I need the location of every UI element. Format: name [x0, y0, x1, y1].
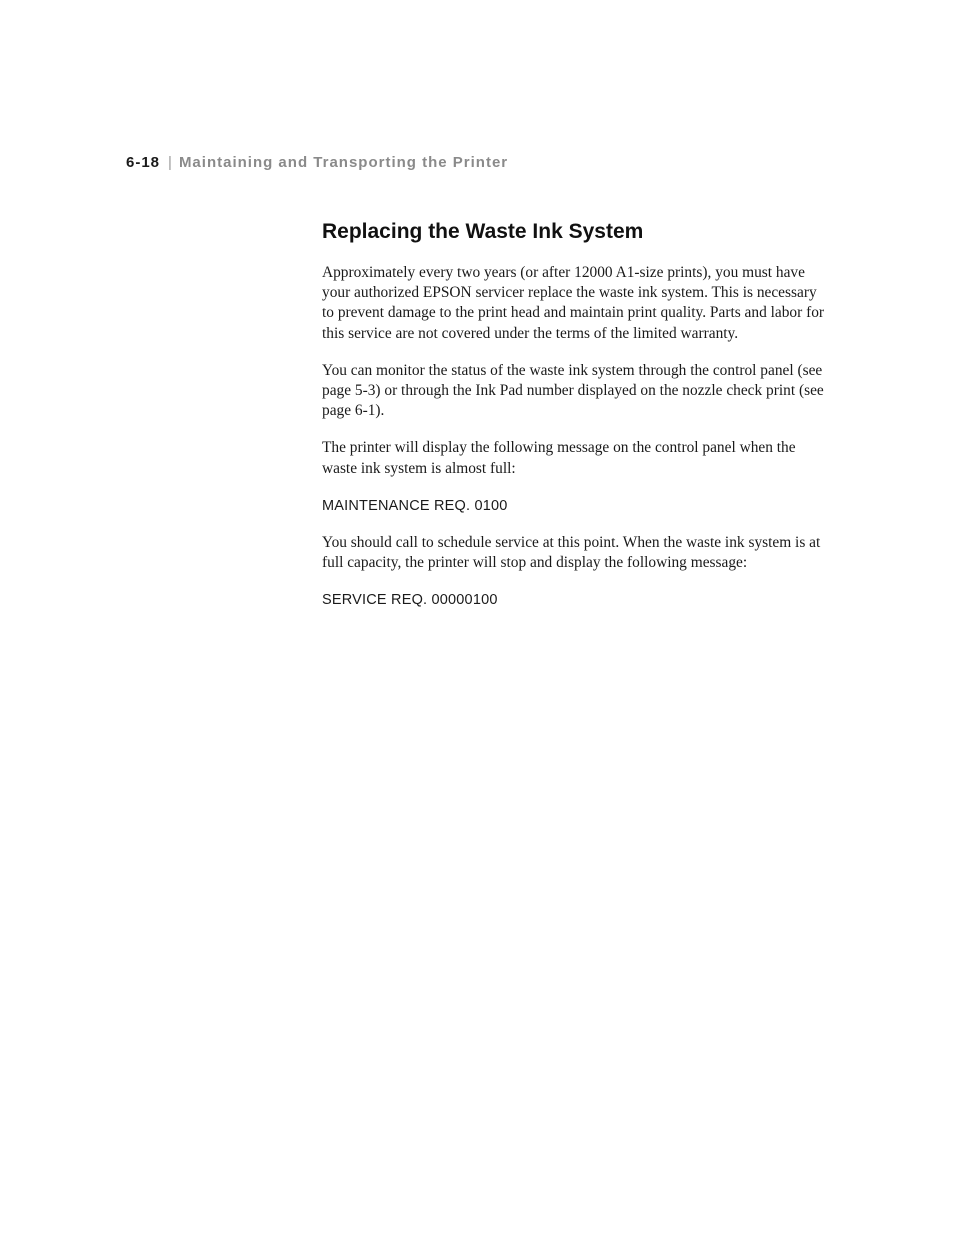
- service-message-code: SERVICE REQ. 00000100: [322, 592, 498, 609]
- running-header: [126, 154, 508, 171]
- paragraph-almost-full-message: The printer will display the following message on the control panel when the waste ink system is almost full:: [322, 439, 796, 477]
- header-separator: |: [168, 154, 173, 171]
- paragraph-replacement-interval: Approximately every two years (or after 12000 A1-size prints), you must have your authorized EPSON servicer replace the waste ink system. This is necessary to prevent damage to the print head and maintain print quality. Parts and labor for this service are not covered under the terms of the limited warranty.: [322, 264, 825, 342]
- section-heading: Replacing the Waste Ink System: [322, 220, 644, 243]
- maintenance-message-code: MAINTENANCE REQ. 0100: [322, 497, 508, 514]
- paragraph-schedule-service: You should call to schedule service at this point. When the waste ink system is at full capacity, the printer will stop and display the following message:: [322, 533, 821, 572]
- paragraph-monitor-status: You can monitor the status of the waste ink system through the control panel (see page 5-3) or through the Ink Pad number displayed on the nozzle check print (see page 6-1).: [322, 361, 824, 420]
- section-content: [322, 218, 832, 627]
- page-number: 6-18: [126, 154, 161, 171]
- chapter-title: Maintaining and Transporting the Printer: [178, 154, 509, 171]
